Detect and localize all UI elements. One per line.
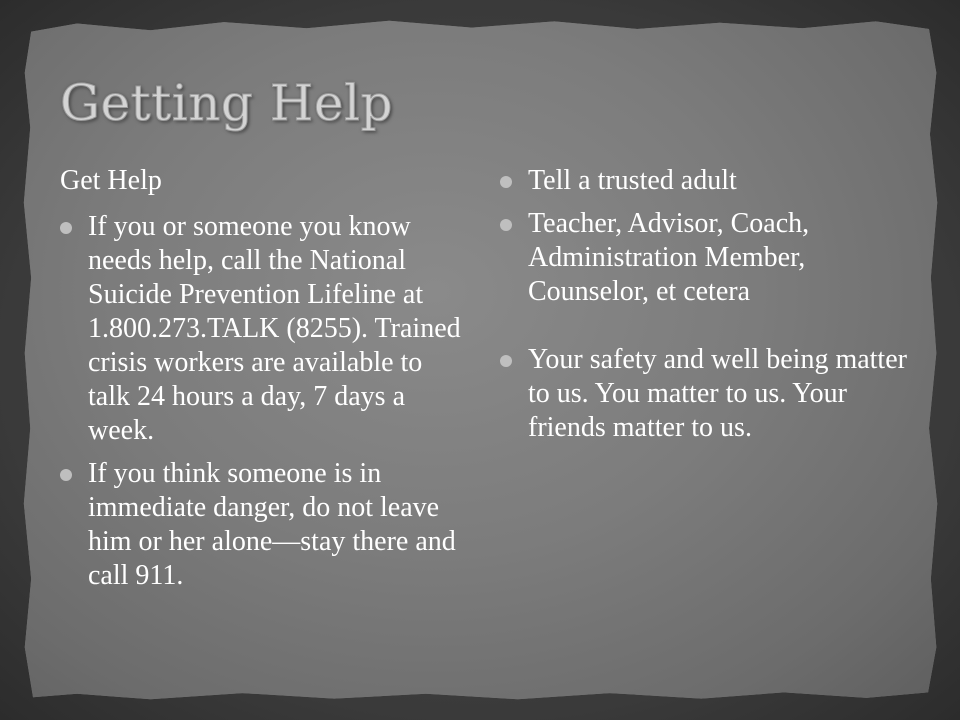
- bullet-text: Tell a trusted adult: [528, 165, 737, 196]
- left-column-heading: Get Help: [60, 165, 162, 196]
- list-item: [498, 343, 918, 445]
- bullet-text: Teacher, Advisor, Coach, Administration Member, Counselor, et cetera: [528, 208, 810, 307]
- bullet-dot-icon: [60, 222, 72, 234]
- left-bullet-list: [58, 210, 468, 593]
- list-item: [498, 164, 918, 198]
- bullet-text: If you think someone is in immediate danger, do not leave him or her alone—stay there and call 911.: [88, 458, 456, 591]
- list-item: [58, 210, 468, 448]
- list-item: [498, 207, 918, 309]
- bullet-dot-icon: [500, 355, 512, 367]
- right-bullet-list: [498, 164, 918, 445]
- bullet-dot-icon: [60, 469, 72, 481]
- list-item: [58, 457, 468, 593]
- slide-title: Getting Help: [60, 74, 394, 132]
- bullet-text: Your safety and well being matter to us. You matter to us. Your friends matter to us.: [528, 344, 907, 443]
- bullet-text: If you or someone you know needs help, call the National Suicide Prevention Lifeline at 1.800.273.TALK (8255). Trained crisis workers are available to talk 24 hours a day, 7 days a week.: [88, 211, 461, 446]
- bullet-dot-icon: [500, 176, 512, 188]
- bullet-dot-icon: [500, 219, 512, 231]
- right-column: [498, 164, 918, 454]
- left-column: [58, 164, 468, 602]
